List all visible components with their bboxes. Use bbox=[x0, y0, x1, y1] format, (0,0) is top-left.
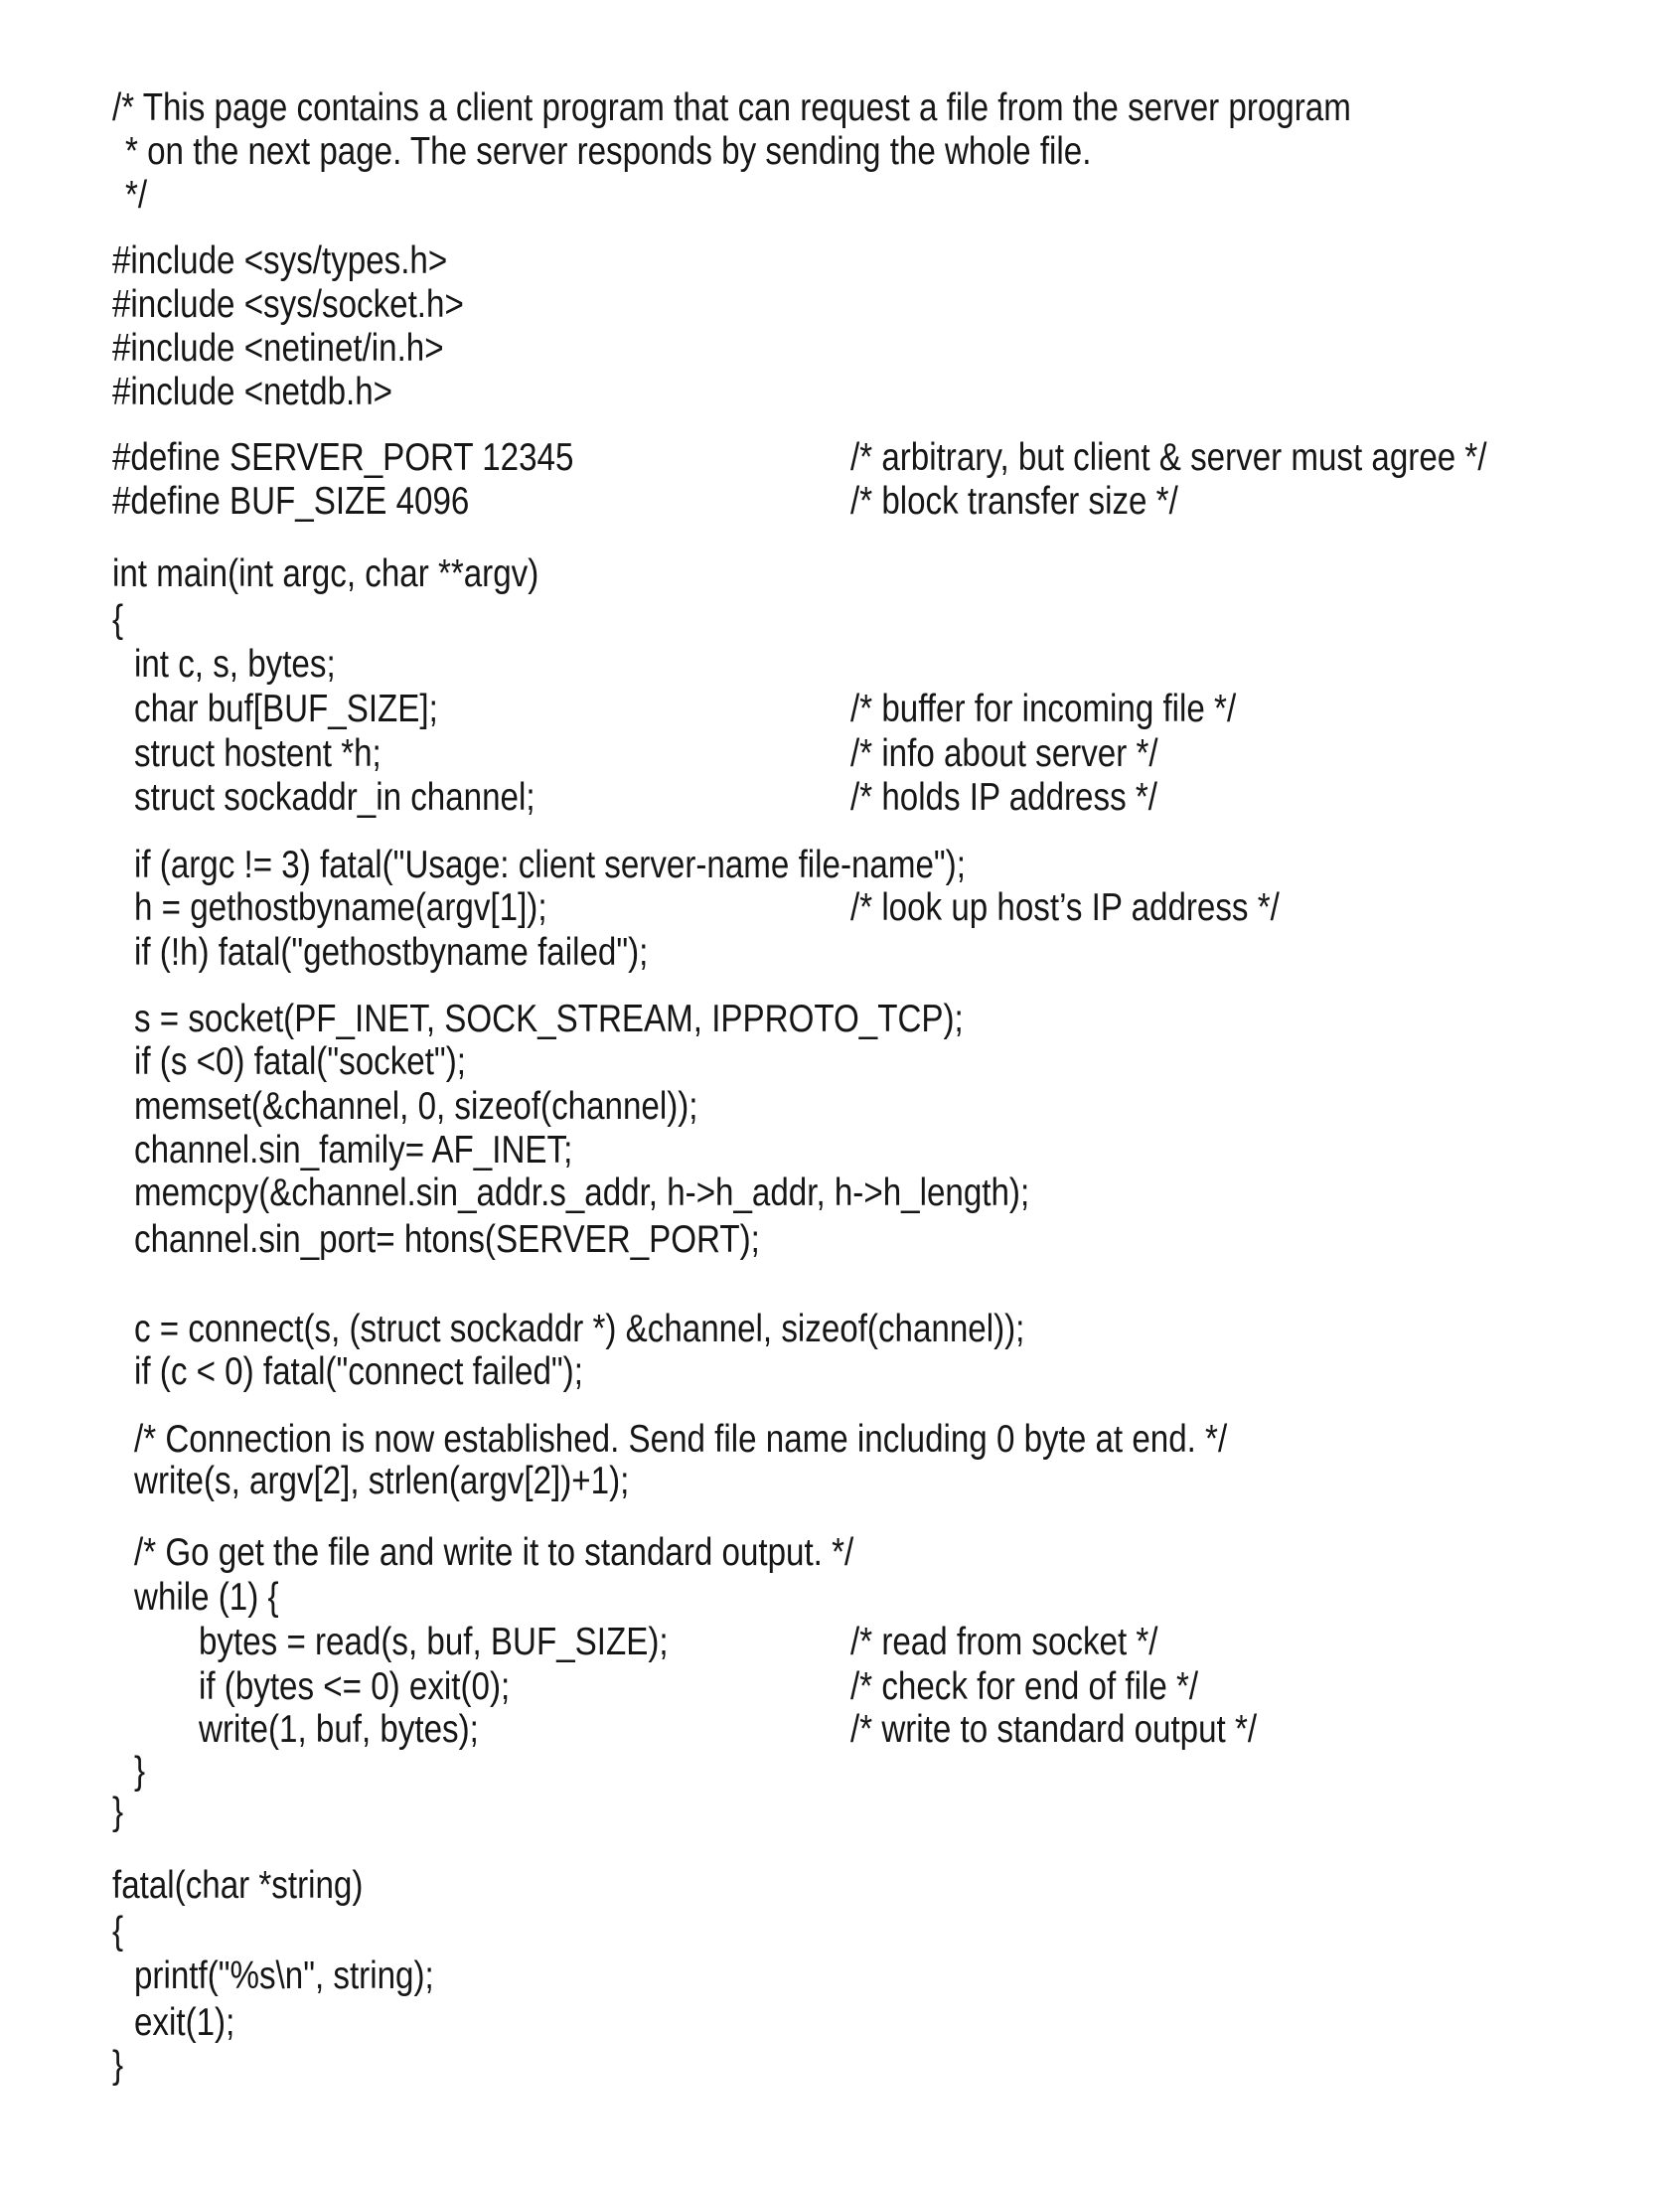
code-comment-line bbox=[134, 1418, 1420, 1462]
code-text: write(s, argv[2], strlen(argv[2])+1); bbox=[134, 1460, 630, 1502]
code-text: fatal(char *string) bbox=[112, 1864, 364, 1907]
code-text: channel.sin_family= AF_INET; bbox=[134, 1129, 573, 1171]
code-line bbox=[134, 1308, 1182, 1351]
code-line bbox=[134, 1085, 798, 1129]
code-line bbox=[112, 1791, 125, 1834]
code-line bbox=[112, 283, 526, 327]
code-line bbox=[112, 436, 655, 480]
code-comment-line bbox=[125, 174, 151, 218]
code-comment-line bbox=[850, 688, 1304, 731]
code-line bbox=[134, 643, 371, 687]
code-line bbox=[112, 371, 442, 414]
code-text: /* buffer for incoming file */ bbox=[850, 688, 1237, 730]
code-text: #define BUF_SIZE 4096 bbox=[112, 480, 470, 523]
code-line bbox=[112, 1864, 407, 1908]
code-comment-line bbox=[850, 1621, 1212, 1664]
code-text: * on the next page. The server responds by sending the whole file. bbox=[125, 130, 1092, 173]
code-text: /* block transfer size */ bbox=[850, 480, 1178, 523]
code-text: h = gethostbyname(argv[1]); bbox=[134, 886, 547, 929]
code-line bbox=[199, 1708, 529, 1752]
code-text: bytes = read(s, buf, BUF_SIZE); bbox=[199, 1621, 669, 1663]
code-text: c = connect(s, (struct sockaddr *) &channel, sizeof(channel)); bbox=[134, 1308, 1025, 1350]
code-comment-line bbox=[850, 732, 1212, 776]
code-text: } bbox=[134, 1750, 146, 1793]
code-line bbox=[112, 1910, 125, 1953]
code-text: /* Go get the file and write it to standard output. */ bbox=[134, 1531, 854, 1574]
code-comment-line bbox=[125, 130, 1262, 174]
code-text: int c, s, bytes; bbox=[134, 643, 336, 686]
code-text: /* info about server */ bbox=[850, 732, 1158, 775]
code-text: */ bbox=[125, 174, 148, 217]
code-text: if (!h) fatal("gethostbyname failed"); bbox=[134, 931, 649, 974]
code-text: /* write to standard output */ bbox=[850, 1708, 1258, 1751]
code-line bbox=[112, 552, 614, 596]
code-text: #include <sys/types.h> bbox=[112, 239, 448, 282]
code-line bbox=[112, 239, 507, 283]
code-text: channel.sin_port= htons(SERVER_PORT); bbox=[134, 1218, 760, 1261]
code-line bbox=[134, 931, 739, 975]
code-text: memcpy(&channel.sin_addr.s_addr, h->h_addr, h->h_length); bbox=[134, 1171, 1030, 1214]
code-line bbox=[134, 998, 1110, 1041]
code-line bbox=[112, 2044, 125, 2088]
code-text: if (s <0) fatal("socket"); bbox=[134, 1040, 466, 1083]
code-line bbox=[134, 886, 620, 930]
code-line bbox=[112, 327, 502, 371]
code-text: #include <netdb.h> bbox=[112, 371, 393, 413]
code-text: { bbox=[112, 1910, 124, 1952]
code-line bbox=[112, 480, 533, 524]
code-line bbox=[134, 1218, 870, 1262]
code-line bbox=[134, 1171, 1187, 1215]
code-comment-line bbox=[850, 436, 1600, 480]
code-text: s = socket(PF_INET, SOCK_STREAM, IPPROTO_TCP); bbox=[134, 998, 964, 1040]
code-text: } bbox=[112, 1791, 124, 1833]
code-comment-line bbox=[850, 776, 1212, 820]
code-text: /* arbitrary, but client & server must agree */ bbox=[850, 436, 1487, 479]
code-text: #include <sys/socket.h> bbox=[112, 283, 464, 326]
code-text: { bbox=[112, 598, 124, 641]
code-comment-line bbox=[850, 1708, 1328, 1752]
code-text: printf("%s\n", string); bbox=[134, 1954, 434, 1997]
code-line bbox=[134, 1040, 525, 1084]
code-line bbox=[134, 688, 492, 731]
code-text: struct sockaddr_in channel; bbox=[134, 776, 535, 819]
code-line bbox=[134, 2001, 252, 2045]
code-line bbox=[199, 1665, 564, 1709]
code-text: #include <netinet/in.h> bbox=[112, 327, 444, 370]
code-text: struct hostent *h; bbox=[134, 732, 382, 775]
code-comment-line bbox=[850, 1665, 1260, 1709]
code-text: if (argc != 3) fatal("Usage: client server-name file-name"); bbox=[134, 844, 966, 886]
code-comment-line bbox=[134, 1531, 981, 1575]
code-line bbox=[134, 732, 425, 776]
code-line bbox=[134, 1954, 487, 1998]
code-text: /* check for end of file */ bbox=[850, 1665, 1199, 1708]
code-line bbox=[134, 1576, 304, 1620]
code-line bbox=[134, 1129, 650, 1172]
code-line bbox=[134, 1750, 147, 1794]
code-text: exit(1); bbox=[134, 2001, 235, 2044]
code-line bbox=[199, 1621, 751, 1664]
code-text: memset(&channel, 0, sizeof(channel)); bbox=[134, 1085, 698, 1128]
code-text: char buf[BUF_SIZE]; bbox=[134, 688, 438, 730]
code-text: write(1, buf, bytes); bbox=[199, 1708, 479, 1751]
code-text: if (bytes <= 0) exit(0); bbox=[199, 1665, 511, 1708]
code-text: /* look up host’s IP address */ bbox=[850, 886, 1280, 929]
code-text: #define SERVER_PORT 12345 bbox=[112, 436, 574, 479]
code-text: } bbox=[112, 2044, 124, 2087]
code-text: /* holds IP address */ bbox=[850, 776, 1157, 819]
code-line bbox=[134, 844, 1113, 887]
code-text: if (c < 0) fatal("connect failed"); bbox=[134, 1350, 583, 1393]
code-text: /* Connection is now established. Send file name including 0 byte at end. */ bbox=[134, 1418, 1228, 1461]
code-comment-line bbox=[112, 86, 1570, 130]
code-line bbox=[112, 598, 125, 642]
code-comment-line bbox=[850, 886, 1355, 930]
code-line bbox=[134, 1350, 663, 1394]
code-comment-line bbox=[850, 480, 1236, 524]
code-text: /* read from socket */ bbox=[850, 1621, 1158, 1663]
code-line bbox=[134, 1460, 716, 1503]
code-line bbox=[134, 776, 606, 820]
code-text: while (1) { bbox=[134, 1576, 279, 1619]
code-text: int main(int argc, char **argv) bbox=[112, 552, 539, 595]
code-text: /* This page contains a client program that can request a file from the server program bbox=[112, 86, 1351, 129]
